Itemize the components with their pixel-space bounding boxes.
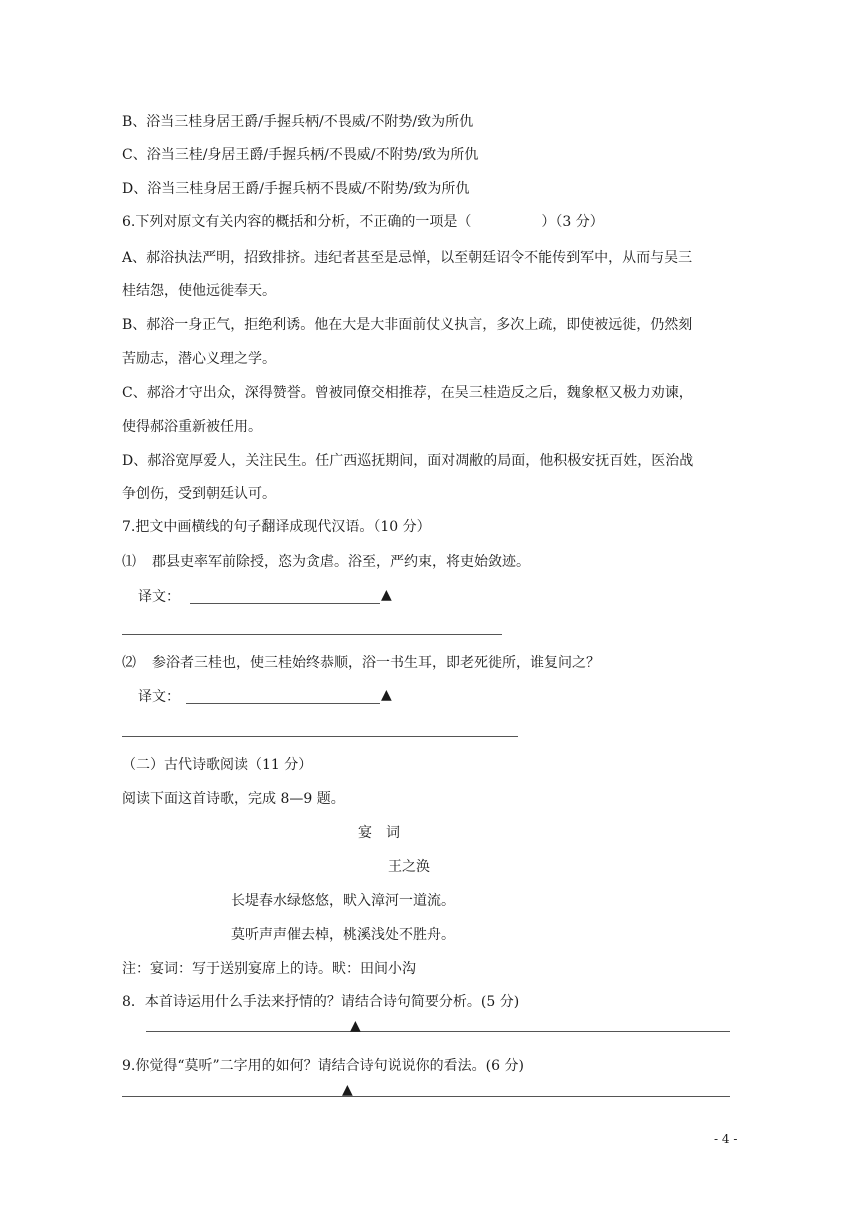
question-8-answer-line[interactable] <box>146 1031 730 1032</box>
question-8-stem: 8．本首诗运用什么手法来抒情的？请结合诗句简要分析。(5 分) <box>122 994 520 1010</box>
answer-marker-icon: ▲ <box>350 1018 361 1034</box>
q6-option-b-line2: 苦励志，潜心义理之学。 <box>122 351 276 367</box>
sentence-2 <box>122 654 600 672</box>
poem-note: 注：宴词：写于送别宴席上的诗。畎：田间小沟 <box>122 961 416 977</box>
section-2-intro: 阅读下面这首诗歌，完成 8—9 题。 <box>122 791 345 807</box>
translation-1-blank[interactable] <box>190 603 380 604</box>
answer-marker-icon: ▲ <box>381 587 392 603</box>
question-9-stem: 9.你觉得“莫听”二字用的如何？请结合诗句说说你的看法。(6 分) <box>122 1058 524 1074</box>
q6-option-d-line1: D、郝浴宽厚爱人，关注民生。任广西巡抚期间，面对凋敝的局面，他积极安抚百姓，医治战 <box>122 453 694 469</box>
answer-marker-icon: ▲ <box>381 687 392 703</box>
sentence-1-number: ⑴ <box>122 554 136 570</box>
option-d: D、浴当三桂身居王爵/手握兵柄不畏威/不附势/致为所仇 <box>122 181 470 197</box>
option-b: B、浴当三桂身居王爵/手握兵柄/不畏威/不附势/致为所仇 <box>122 114 474 130</box>
q6-option-d-line2: 争创伤，受到朝廷认可。 <box>122 486 276 502</box>
q6-option-a-line2: 桂结怨，使他远徙奉天。 <box>122 283 276 299</box>
poem-title: 宴 词 <box>358 825 400 841</box>
page-number: - 4 - <box>714 1132 738 1146</box>
translation-2-label: 译文： <box>138 689 180 705</box>
q6-option-b-line1: B、郝浴一身正气，拒绝利诱。他在大是大非面前仗义执言，多次上疏，即使被远徙，仍然刻 <box>122 317 693 333</box>
question-6-stem: 6.下列对原文有关内容的概括和分析，不正确的一项是（ ）（3 分） <box>122 214 604 230</box>
poem-author: 王之涣 <box>388 859 430 875</box>
section-2-heading: （二）古代诗歌阅读（11 分） <box>122 757 313 773</box>
sentence-1 <box>122 553 530 571</box>
poem-line-2: 莫听声声催去棹，桃溪浅处不胜舟。 <box>231 927 455 943</box>
translation-2-blank-line2[interactable] <box>122 736 518 737</box>
q6-option-c-line2: 使得郝浴重新被任用。 <box>122 419 262 435</box>
q6-option-a-line1: A、郝浴执法严明，招致排挤。违纪者甚至是忌惮，以至朝廷诏令不能传到军中，从而与吴三 <box>122 250 693 266</box>
poem-line-1: 长堤春水绿悠悠，畎入漳河一道流。 <box>231 893 455 909</box>
sentence-1-text: 郡县吏率军前除授，恣为贪虐。浴至，严约束，将吏始敛迹。 <box>152 554 530 570</box>
sentence-2-text: 参浴者三桂也，使三桂始终恭顺，浴一书生耳，即老死徙所，谁复问之？ <box>152 655 600 671</box>
translation-2-blank[interactable] <box>186 703 380 704</box>
answer-marker-icon: ▲ <box>342 1082 353 1098</box>
translation-1-blank-line2[interactable] <box>122 634 502 635</box>
sentence-2-number: ⑵ <box>122 655 136 671</box>
question-7-stem: 7.把文中画横线的句子翻译成现代汉语。（10 分） <box>122 519 431 535</box>
q6-option-c-line1: C、郝浴才守出众，深得赞誉。曾被同僚交相推荐，在吴三桂造反之后，魏象枢又极力劝谏， <box>122 385 693 401</box>
translation-1-label: 译文： <box>138 589 180 605</box>
option-c: C、浴当三桂/身居王爵/手握兵柄/不畏威/不附势/致为所仇 <box>122 147 479 163</box>
question-9-answer-line[interactable] <box>122 1096 730 1097</box>
